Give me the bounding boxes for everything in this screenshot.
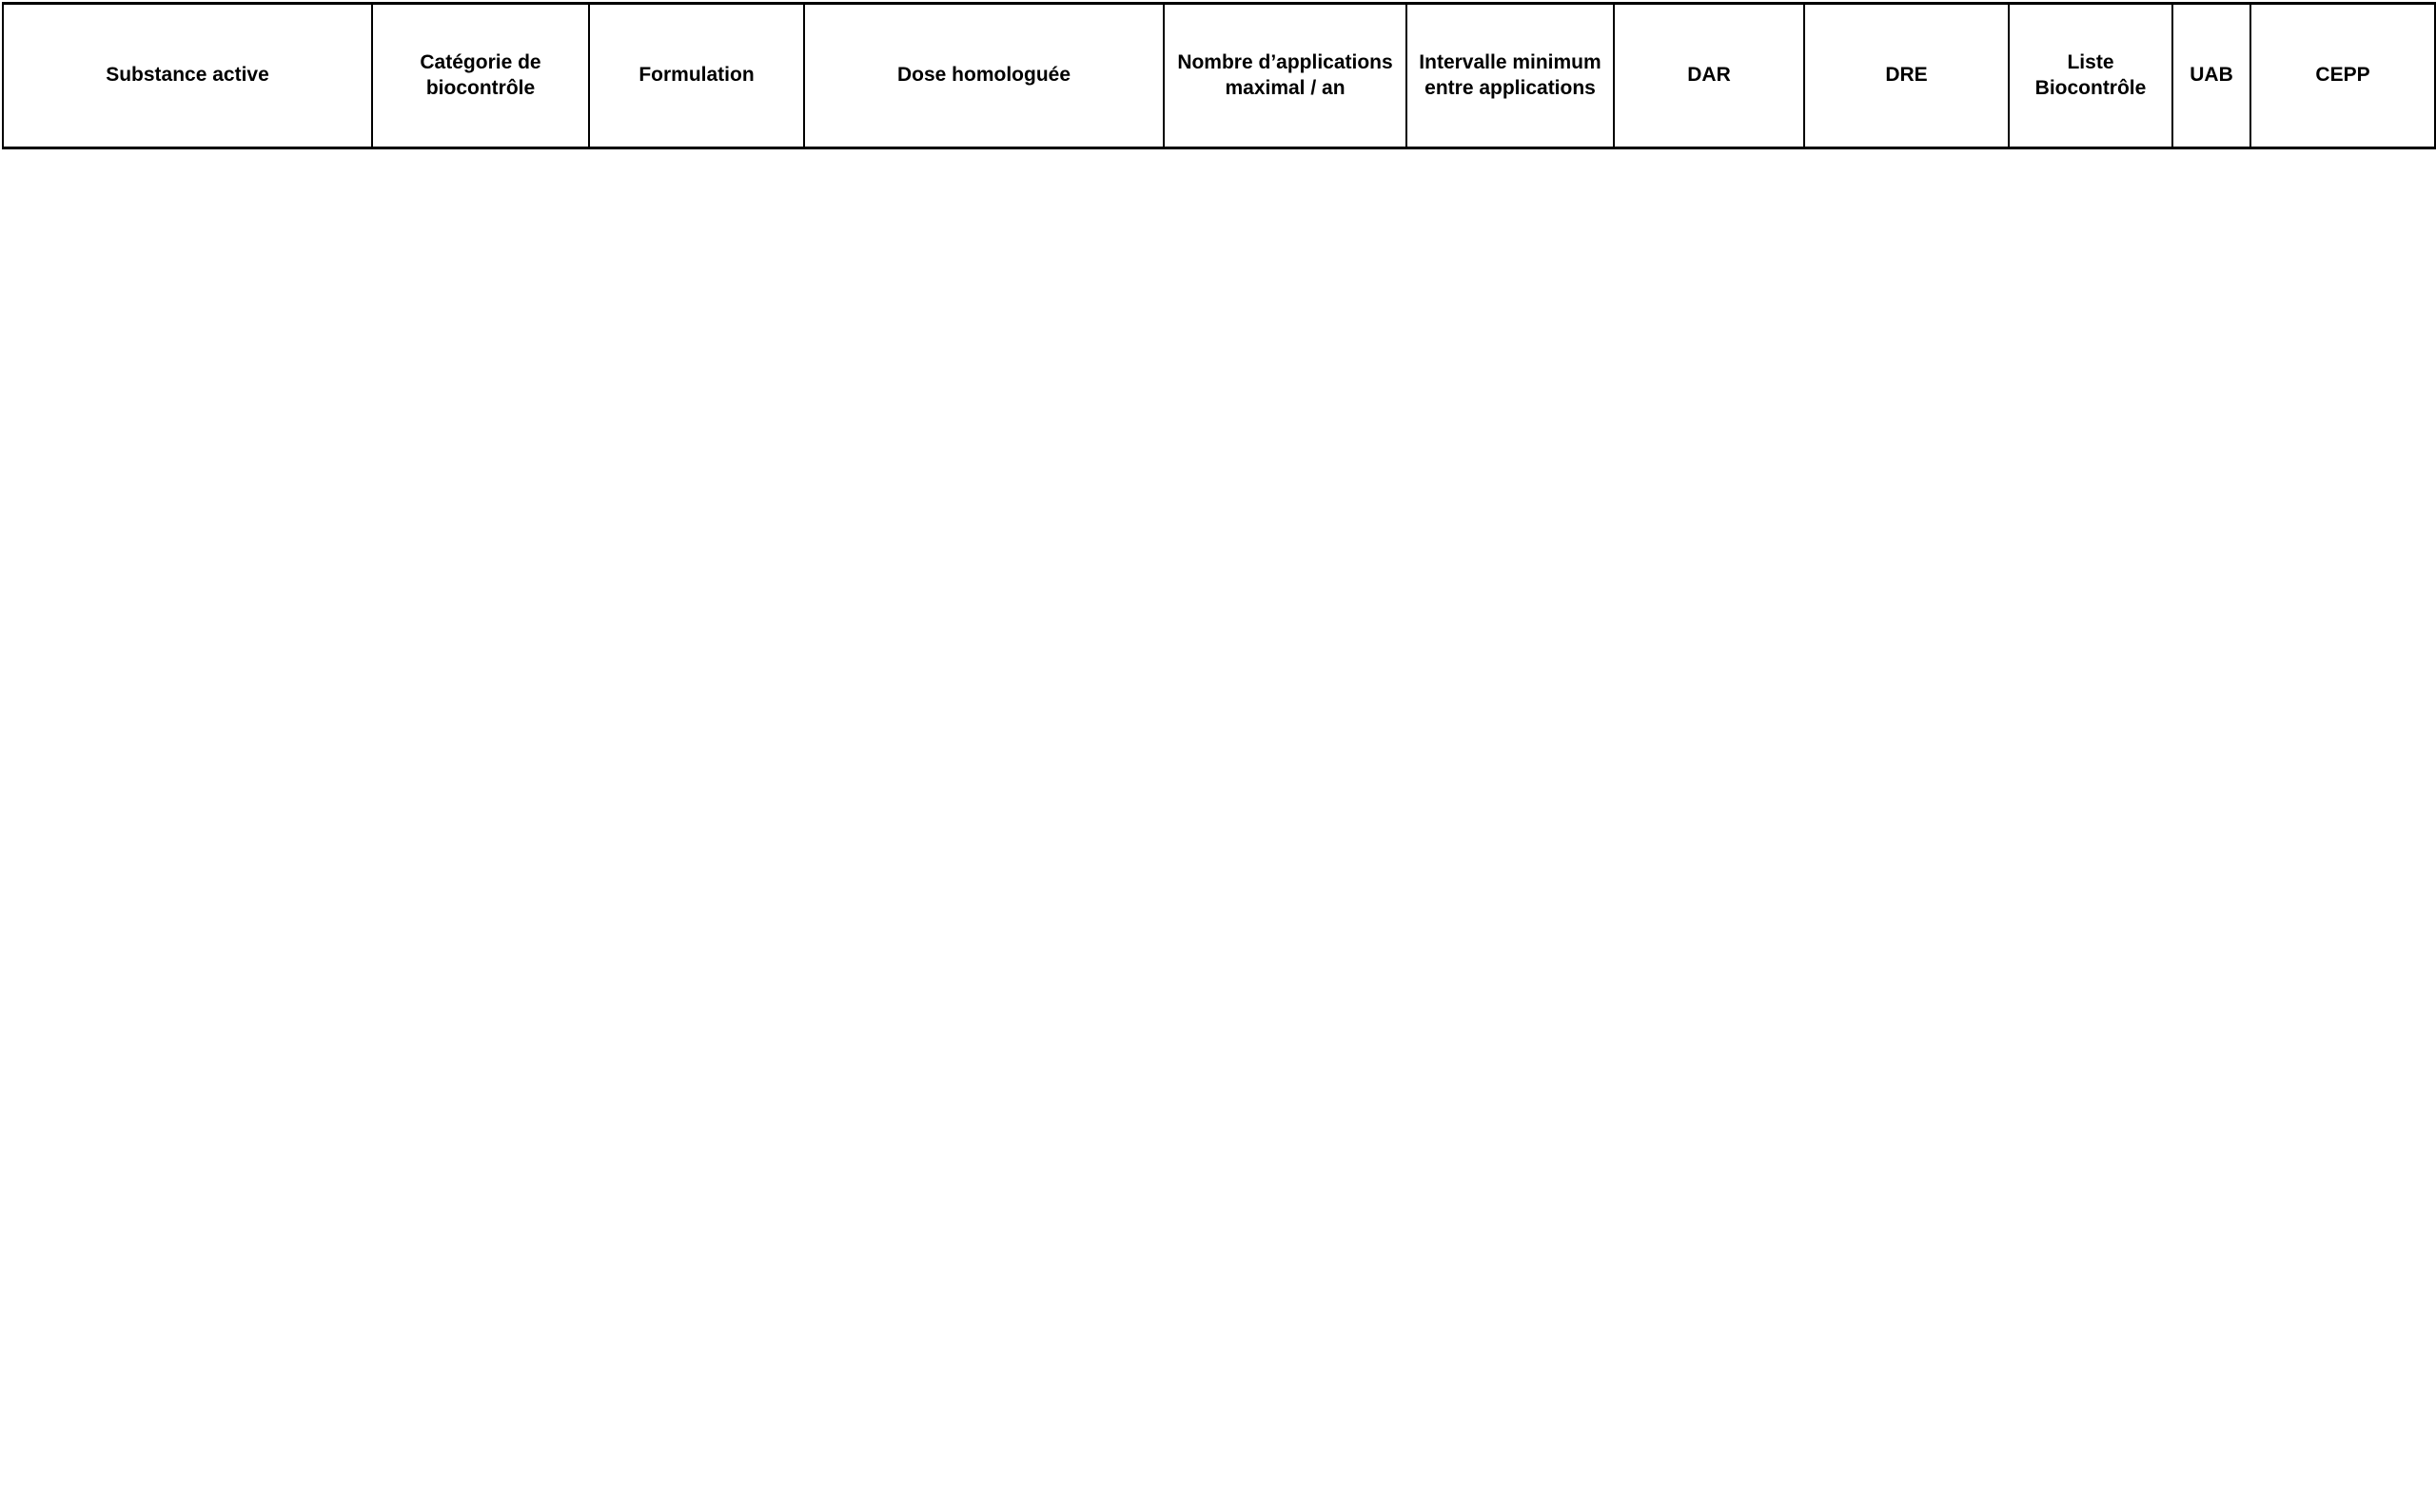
table-header	[3, 4, 2435, 148]
table-row	[3, 488, 2435, 601]
table-row	[3, 262, 2435, 375]
column-widths	[3, 4, 2435, 1509]
header-cell: CEPP	[2250, 4, 2435, 148]
header-cell: Catégorie de biocontrôle	[372, 4, 589, 148]
table-row	[3, 1168, 2435, 1282]
header-cell: Nombre d’applications maximal / an	[1164, 4, 1406, 148]
header-cell: Liste Biocontrôle	[2009, 4, 2172, 148]
header-cell: Dose homologuée	[804, 4, 1164, 148]
table-row	[3, 1282, 2435, 1395]
header-cell: DRE	[1804, 4, 2009, 148]
header-row	[3, 4, 2435, 148]
header-cell: Substance active	[3, 4, 372, 148]
table-row	[3, 148, 2435, 262]
table-row	[3, 941, 2435, 1054]
biocontrol-table	[2, 2, 2436, 1508]
table-row	[3, 715, 2435, 828]
table-row	[3, 828, 2435, 941]
table-row	[3, 375, 2435, 488]
header-cell: UAB	[2172, 4, 2250, 148]
header-cell: Formulation	[589, 4, 804, 148]
header-cell: Intervalle minimum entre applications	[1406, 4, 1614, 148]
table-row	[3, 1055, 2435, 1168]
header-cell: DAR	[1614, 4, 1804, 148]
table-body	[3, 148, 2435, 1509]
table-row	[3, 1395, 2435, 1508]
table-row	[3, 601, 2435, 715]
